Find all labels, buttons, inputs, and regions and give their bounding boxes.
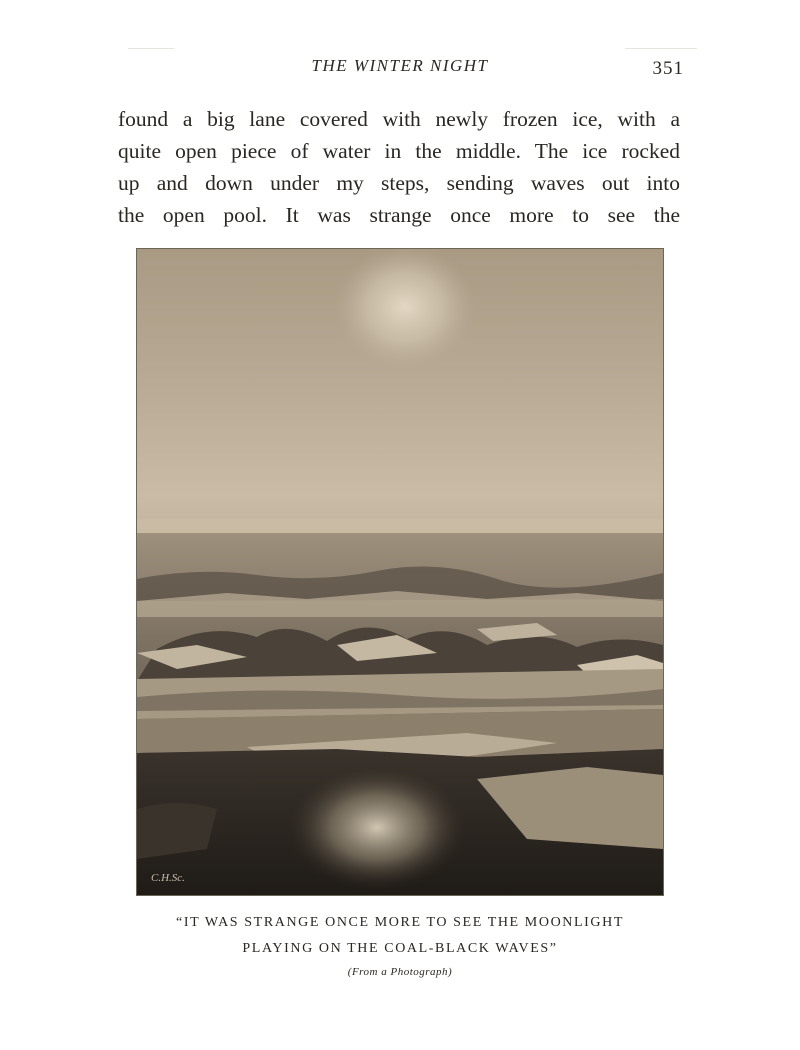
header-rule-right: [625, 48, 697, 49]
moon-glow: [335, 249, 475, 369]
moonlit-ice-illustration: [137, 249, 663, 895]
ice-sheet-far: [137, 591, 663, 617]
horizon-haze: [137, 519, 663, 535]
body-line: the open pool. It was strange once more to see the: [118, 203, 680, 227]
body-line: up and down under my steps, sending waves out into: [118, 171, 680, 195]
body-paragraph: [118, 103, 680, 231]
photograph-plate: [136, 248, 664, 896]
header-rule-left: [128, 48, 174, 49]
body-line: found a big lane covered with newly frozen ice, with a: [118, 107, 680, 131]
engraver-mark: C.H.Sc.: [151, 872, 185, 884]
moonlight-reflection: [285, 770, 469, 895]
caption-line: “IT WAS STRANGE ONCE MORE TO SEE THE MOONLIGHT: [176, 915, 624, 930]
page-number: 351: [652, 58, 684, 79]
body-line: quite open piece of water in the middle. The ice rocked: [118, 139, 680, 163]
photo-credit: (From a Photograph): [347, 966, 453, 978]
caption-line: PLAYING ON THE COAL-BLACK WAVES”: [242, 941, 558, 956]
running-title: THE WINTER NIGHT: [311, 56, 489, 75]
page-header: [120, 56, 684, 82]
figure-caption: [110, 910, 690, 962]
